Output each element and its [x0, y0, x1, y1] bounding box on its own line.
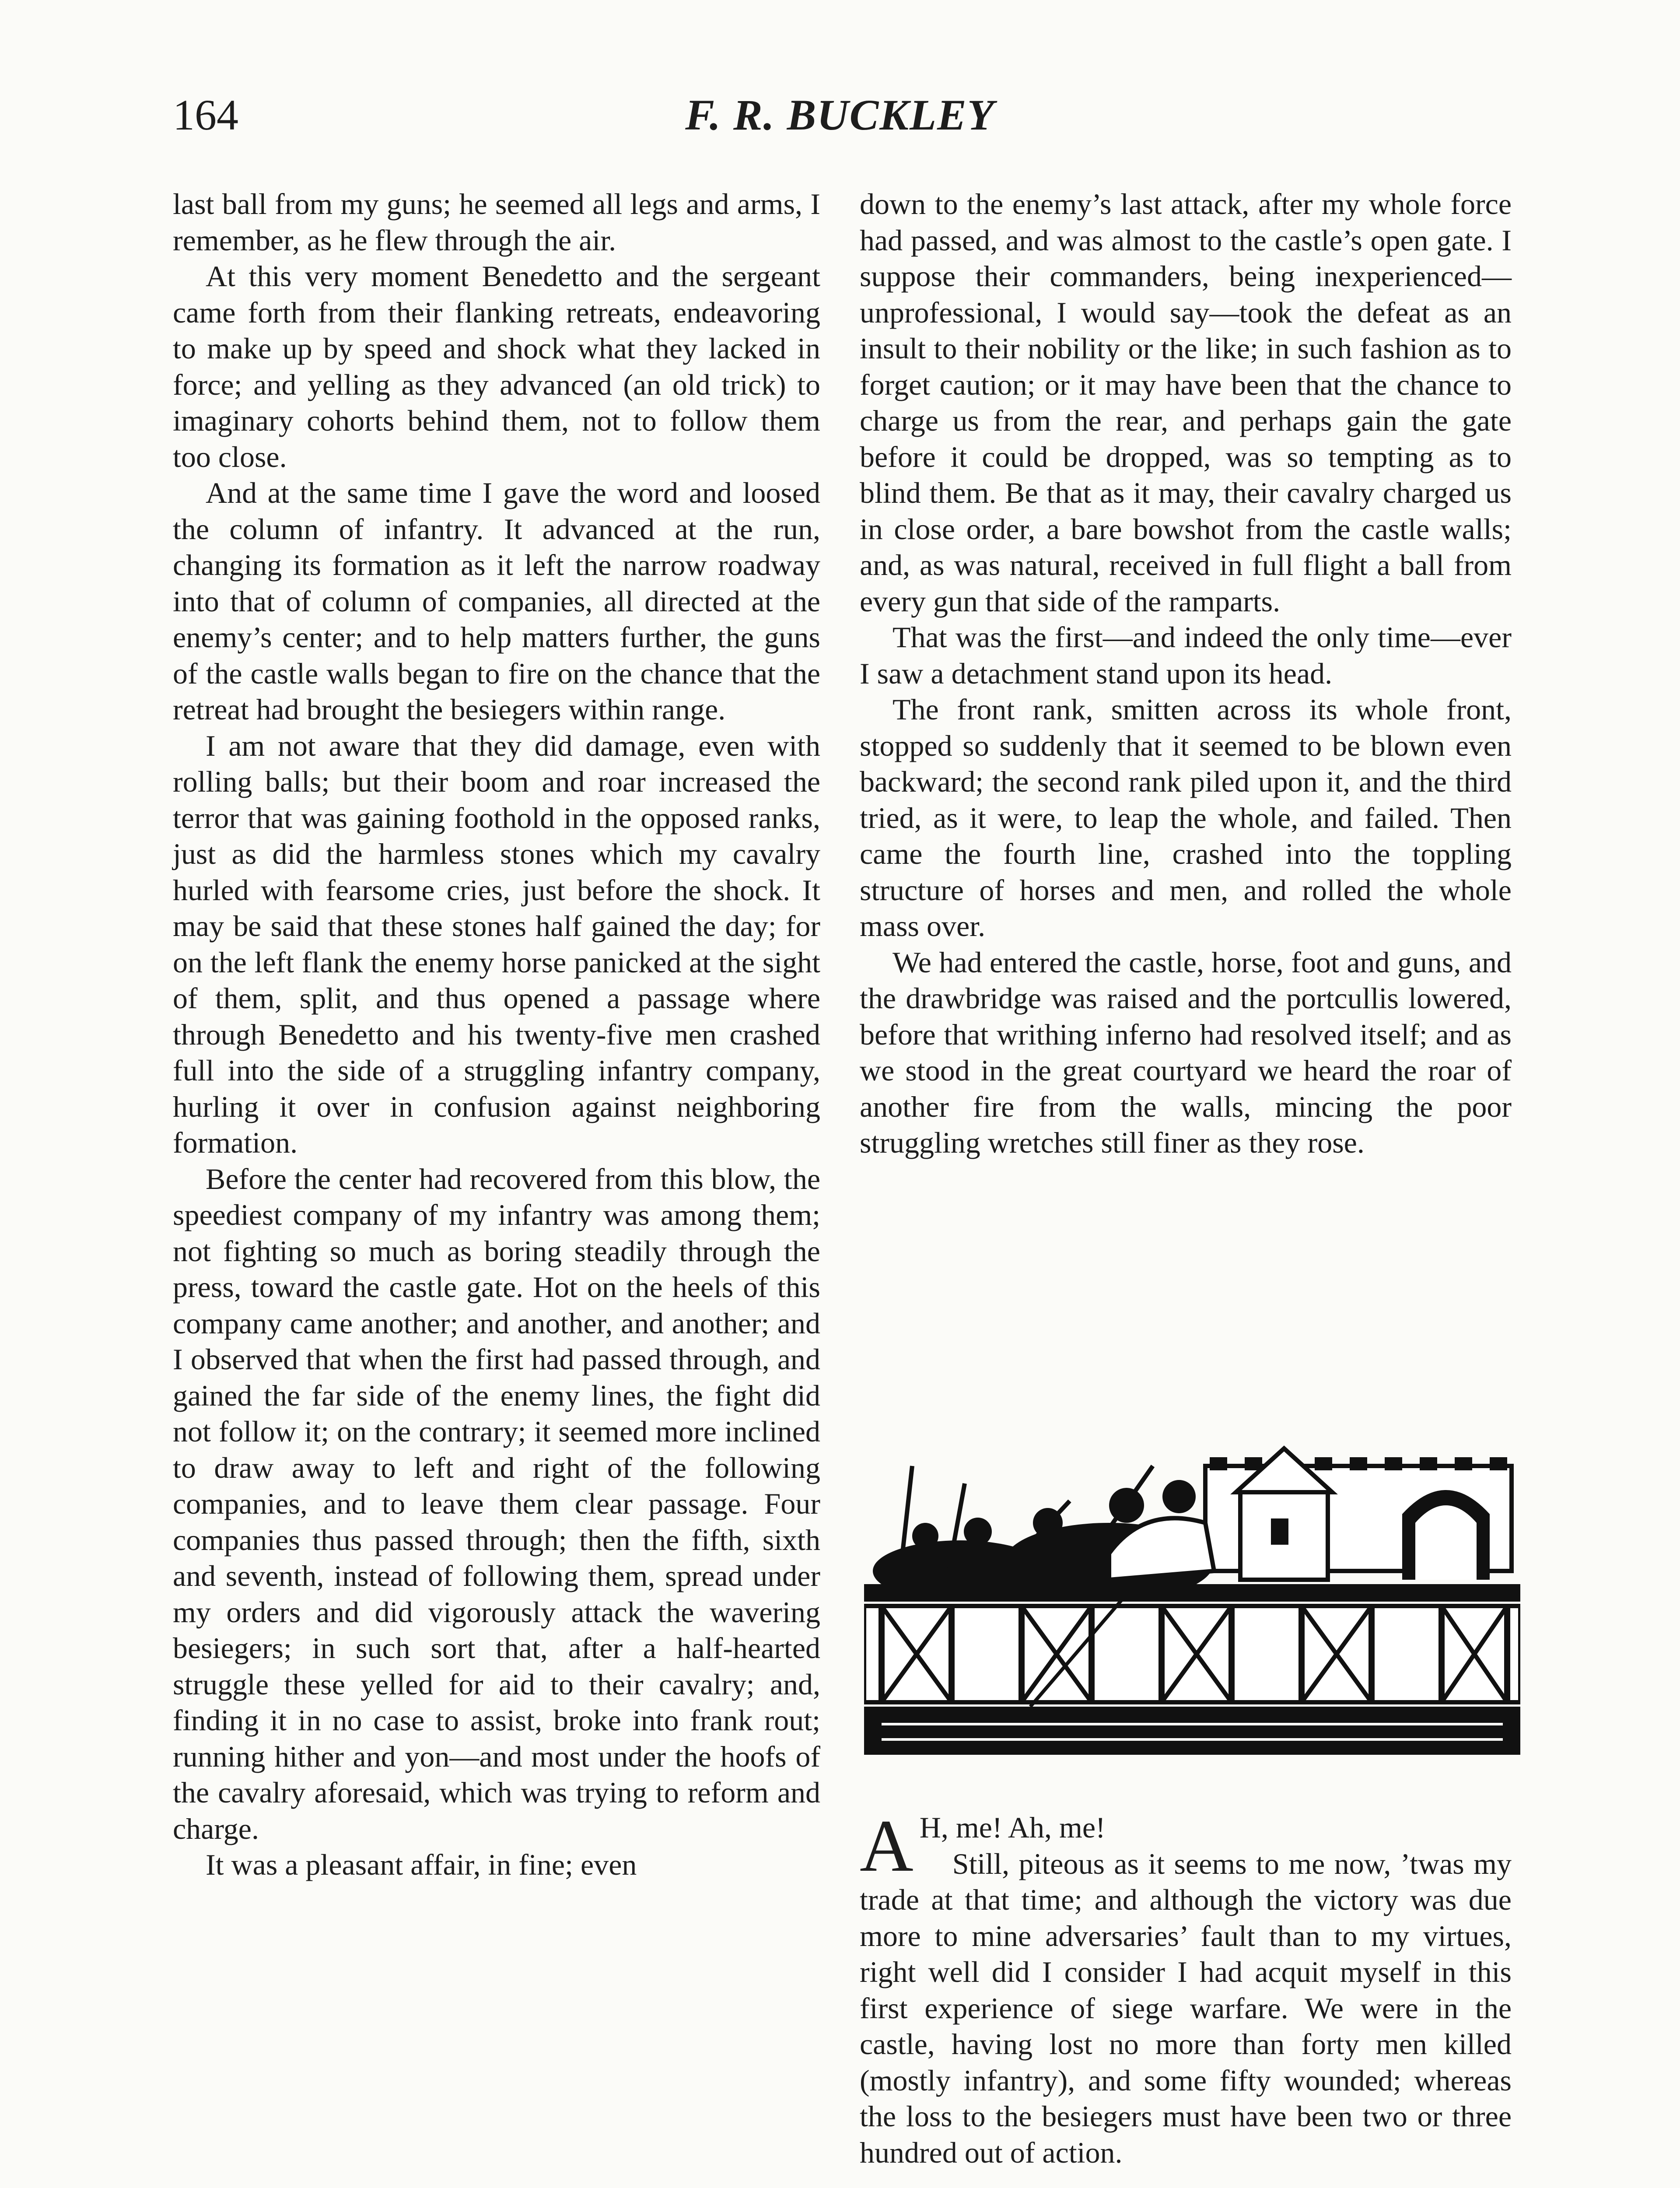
paragraph: It was a pleasant affair, in fine; even — [206, 1848, 637, 1881]
paragraph: Before the center had recovered from this blow, the speediest company of my infantry was among them; not fighting so much as boring steadily through the press, toward the castle gate. Hot on the heels of this company came another; and another, and another; and I observed that when the first had passed through, and gained the far side of the enemy lines, the fight did not follow it; on the contrary; it seemed more inclined to draw away to left and right of the following companies, and to leave them clear passage. Four companies thus passed through; then the fifth, sixth and seventh, instead of following them, spread under my orders and did vigorously attack the wavering besiegers; in such sort that, after a half-hearted struggle these yelled for aid to their cavalry; and, finding it in no case to assist, broke into frank rout; running hither and yon—and most under the hoofs of the cavalry aforesaid, which was trying to reform and charge. — [173, 1162, 820, 1845]
paragraph: down to the enemy’s last attack, after my whole force had passed, and was almost to the castle’s open gate. I suppose their commanders, being inexperienced—unprofessional, I would say—took the defeat as an insult to their nobility or the like; in such fashion as to forget caution; or it may have been that the chance to charge us from the rear, and perhaps gain the gate before it could be dropped, was so tempting as to blind them. Be that as it may, their cavalry charged us in close order, a bare bowshot from the castle walls; and, as was natural, received in full flight a ball from every gun that side of the ramparts. — [860, 187, 1512, 618]
paragraph: At this very moment Benedetto and the sergeant came forth from their flanking retreats, endeavoring to make up by speed and shock what they lacked in force; and yelling as they advanced (an old trick) to imaginary cohorts behind them, not to follow them too close. — [173, 259, 820, 473]
running-head: F. R. BUCKLEY — [685, 91, 995, 139]
paragraph: last ball from my guns; he seemed all legs and arms, I remember, as he flew through the air. — [173, 187, 820, 257]
closing-exclamation: H, me! Ah, me! — [919, 1811, 1106, 1844]
woodcut-castle-drawbridge-battle-icon — [864, 1440, 1520, 1772]
closing-first-line — [860, 1805, 1512, 1887]
paragraph: Still, piteous as it seems to me now, ’twas my trade at that time; and although the victory was due more to mine adversaries’ fault than to my virtues, right well did I consider I had acquit myself in this first experience of siege warfare. We were in the castle, having lost no more than forty men killed (mostly infantry), and some fifty wounded; whereas the loss to the besiegers must have been two or three hundred out of action. — [860, 1847, 1512, 2169]
paragraph: That was the first—and indeed the only time—ever I saw a detachment stand upon its head. — [860, 621, 1512, 690]
paragraph: I am not aware that they did damage, even with rolling balls; but their boom and roar increased the terror that was gaining foothold in the opposed ranks, just as did the harmless stones which my cavalry hurled with fearsome cries, just before the shock. It may be said that these stones half gained the day; for on the left flank the enemy horse panicked at the sight of them, split, and thus opened a passage where through Benedetto and his twenty-five men crashed full into the side of a struggling infantry company, hurling it over in confusion against neighboring formation. — [173, 729, 820, 1159]
drop-cap: A — [860, 1805, 914, 1887]
page-number: 164 — [173, 91, 238, 139]
left-column — [173, 186, 820, 1883]
paragraph: And at the same time I gave the word and loosed the column of infantry. It advanced at the run, changing its formation as it left the narrow roadway into that of column of companies, all directed at the enemy’s center; and to help matters further, the guns of the castle walls began to fire on the chance that the retreat had brought the besiegers within range. — [173, 476, 820, 726]
paragraph: The front rank, smitten across its whole front, stopped so suddenly that it seemed to be blown even backward; the second rank piled upon it, and the third tried, as it were, to leap the whole, and failed. Then came the fourth line, crashed into the toppling structure of horses and men, and rolled the whole mass over. — [860, 693, 1512, 943]
right-column — [860, 186, 1512, 1161]
paragraph: We had entered the castle, horse, foot and guns, and the drawbridge was raised and the portcullis lowered, before that writhing inferno had resolved itself; and as we stood in the great courtyard we heard the roar of another fire from the walls, mincing the poor struggling wretches still finer as they rose. — [860, 945, 1512, 1159]
closing-section — [860, 1805, 1512, 2170]
